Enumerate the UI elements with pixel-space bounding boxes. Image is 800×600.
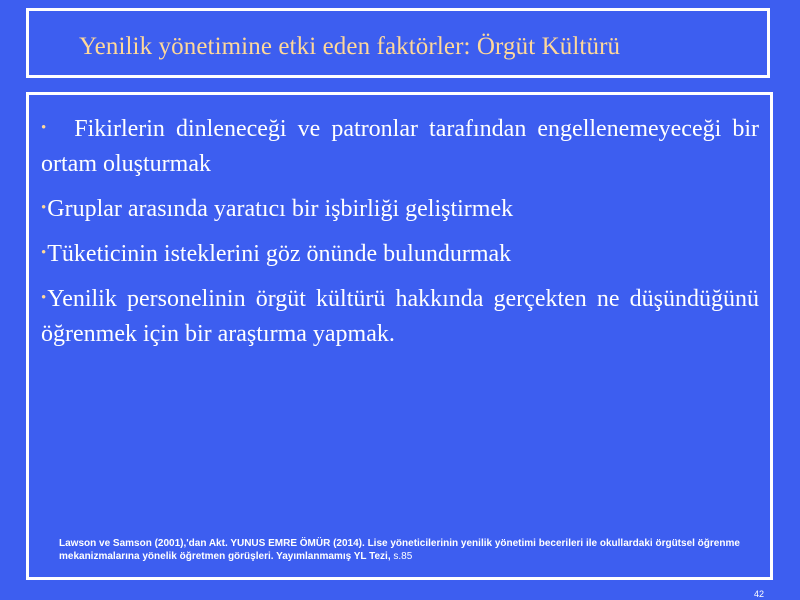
bullet-item	[41, 111, 759, 182]
bullet-item	[41, 191, 759, 227]
citation	[59, 537, 749, 563]
citation-page: s.85	[393, 551, 413, 562]
slide-title: Yenilik yönetimine etki eden faktörler: Örgüt Kültürü	[79, 33, 621, 60]
bullet-list	[41, 111, 759, 361]
bullet-dot-icon: •	[41, 290, 47, 306]
bullet-item	[41, 281, 759, 352]
title-frame	[26, 8, 770, 78]
bullet-item	[41, 236, 759, 272]
bullet-dot-icon: •	[41, 245, 47, 261]
slide-number: 42	[753, 589, 764, 599]
bullet-text: Fikirlerin dinleneceği ve patronlar tarafından engellenemeyeceği bir ortam oluşturmak	[41, 116, 759, 177]
content-frame	[26, 92, 773, 580]
bullet-text: Tüketicinin isteklerini göz önünde bulundurmak	[47, 241, 512, 267]
bullet-text: Gruplar arasında yaratıcı bir işbirliği geliştirmek	[47, 196, 514, 222]
bullet-dot-icon: •	[41, 120, 47, 136]
bullet-text: Yenilik personelinin örgüt kültürü hakkında gerçekten ne düşündüğünü öğrenmek için bir araştırma yapmak.	[41, 286, 759, 347]
citation-text: Lawson ve Samson (2001),'dan Akt. YUNUS EMRE ÖMÜR (2014). Lise yöneticilerinin yenilik yönetimi becerileri ile okullardaki örgütsel öğrenme mekanizmalarına yönelik öğretmen görüşleri. Yayımlanmamış YL Tezi,	[59, 538, 740, 562]
bullet-dot-icon: •	[41, 200, 47, 216]
